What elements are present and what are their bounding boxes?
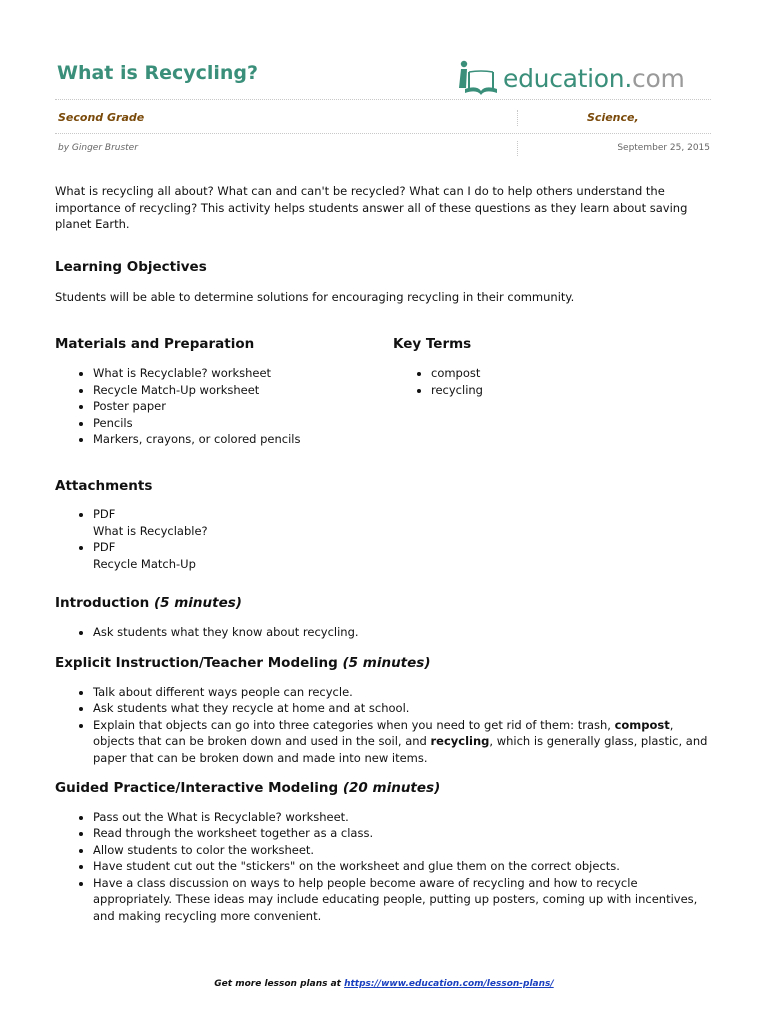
- grade-level: Second Grade: [58, 111, 145, 124]
- list-item: • Allow students to color the worksheet.: [93, 842, 715, 859]
- subject: Science,: [587, 111, 639, 124]
- introduction-duration: (5 minutes): [153, 595, 242, 611]
- list-item: • Read through the worksheet together as a class.: [93, 825, 715, 842]
- introduction-heading: Introduction (5 minutes): [55, 595, 242, 611]
- list-item: • Explain that objects can go into three categories when you need to get rid of them: trash, compost, objects that can be broken down and used in the soil, and recycling, which is generally glass, plastic, and paper that can be broken down and made into new items.: [93, 717, 715, 767]
- list-item: • Ask students what they know about recycling.: [93, 624, 715, 641]
- logo-dot: .: [624, 63, 633, 93]
- key-terms-list: [393, 365, 713, 398]
- materials-list: [55, 365, 393, 448]
- list-item: • Have student cut out the "stickers" on the worksheet and glue them on the correct objects.: [93, 858, 715, 875]
- meta-separator-2: [517, 141, 518, 156]
- list-item: • Pencils: [93, 415, 393, 432]
- lesson-plans-link[interactable]: https://www.education.com/lesson-plans/: [344, 979, 554, 989]
- list-item: • Markers, crayons, or colored pencils: [93, 431, 393, 448]
- learning-objectives-heading: Learning Objectives: [55, 258, 207, 275]
- materials-keyterms-row: [55, 336, 715, 448]
- list-item: • Pass out the What is Recyclable? worksheet.: [93, 809, 715, 826]
- term-recycling: recycling: [430, 734, 490, 748]
- list-item: • What is Recyclable? worksheet: [93, 365, 393, 382]
- attachments-heading: Attachments: [55, 477, 153, 494]
- materials-section: [55, 336, 393, 448]
- explicit-instruction-duration: (5 minutes): [342, 655, 431, 671]
- meta-separator: [517, 110, 518, 126]
- guided-practice-duration: (20 minutes): [342, 780, 441, 796]
- key-terms-heading: Key Terms: [393, 335, 472, 352]
- materials-heading: Materials and Preparation: [55, 335, 255, 352]
- logo-main: education: [503, 63, 625, 93]
- list-item: • Poster paper: [93, 398, 393, 415]
- list-item: • Have a class discussion on ways to help people become aware of recycling and how to recycle appropriately. These ideas may include educating people, putting up posters, coming up with incentives, and making recycling more convenient.: [93, 875, 715, 925]
- header-divider: [55, 99, 711, 100]
- list-item: • Ask students what they recycle at home and at school.: [93, 700, 715, 717]
- list-item: • Recycle Match-Up worksheet: [93, 382, 393, 399]
- attachment-item[interactable]: [93, 539, 715, 572]
- key-terms-section: [393, 336, 713, 448]
- publish-date: September 25, 2015: [617, 143, 710, 153]
- attachment-name[interactable]: What is Recyclable?: [93, 523, 208, 538]
- author: by Ginger Bruster: [58, 143, 138, 153]
- guided-practice-heading: Guided Practice/Interactive Modeling (20 minutes): [55, 780, 441, 796]
- explicit-instruction-list: [55, 684, 715, 767]
- explicit-instruction-heading: Explicit Instruction/Teacher Modeling (5 minutes): [55, 655, 431, 671]
- list-item: • compost: [431, 365, 713, 382]
- attachment-item[interactable]: [93, 506, 715, 539]
- reading-person-icon: [455, 58, 501, 98]
- meta-divider: [55, 133, 711, 134]
- learning-objectives-text: Students will be able to determine solutions for encouraging recycling in their community.: [55, 290, 575, 304]
- introduction-list: [55, 624, 715, 641]
- attachments-list: [55, 506, 715, 572]
- page-title: What is Recycling?: [57, 62, 259, 84]
- list-item: • recycling: [431, 382, 713, 399]
- attachment-name[interactable]: Recycle Match-Up: [93, 556, 196, 571]
- education-logo[interactable]: [455, 58, 685, 98]
- footer-text: Get more lesson plans at: [214, 979, 345, 989]
- logo-suffix: com: [632, 63, 685, 93]
- list-item: • Talk about different ways people can recycle.: [93, 684, 715, 701]
- lesson-content: [55, 183, 715, 924]
- footer: [0, 979, 768, 989]
- term-compost: compost: [614, 717, 670, 732]
- attachment-type: PDF: [93, 540, 116, 554]
- intro-paragraph: What is recycling all about? What can and can't be recycled? What can I do to help others understand the importance of recycling? This activity helps students answer all of these questions as they learn about saving planet Earth.: [55, 184, 688, 231]
- attachment-type: PDF: [93, 507, 116, 521]
- guided-practice-list: [55, 809, 715, 925]
